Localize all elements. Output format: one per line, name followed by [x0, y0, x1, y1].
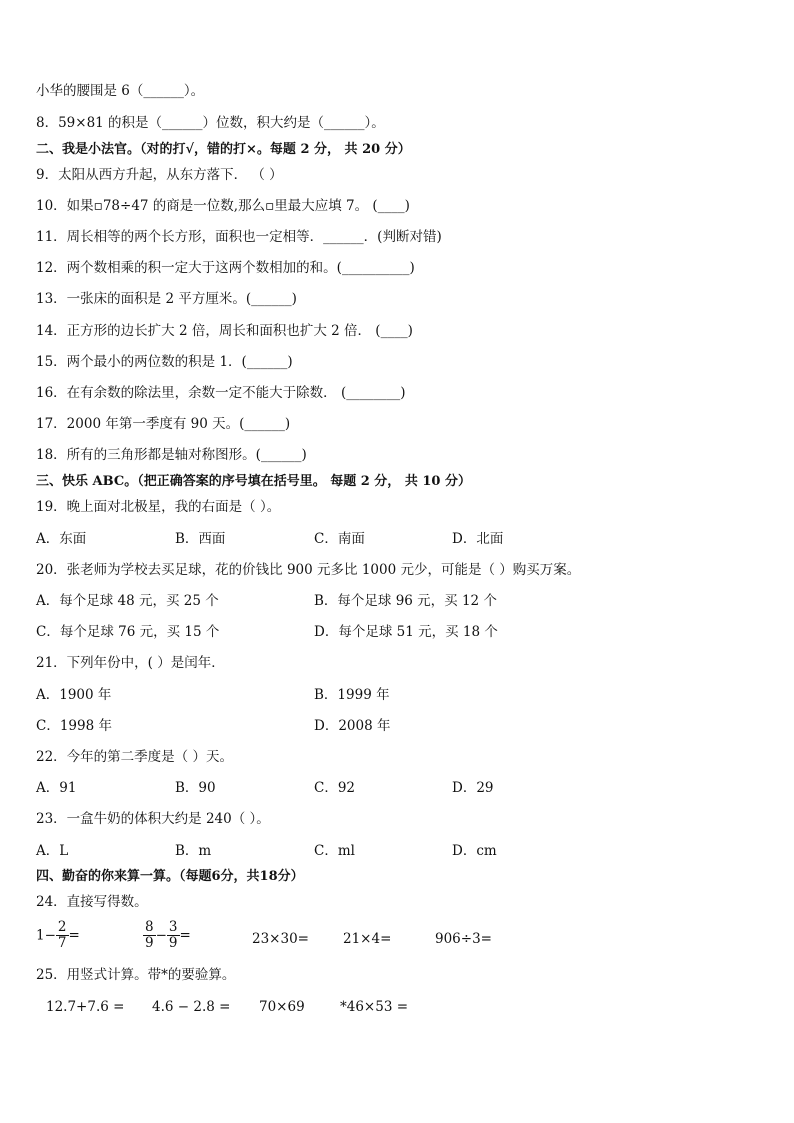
q24-calc-2-denominator-1: 9 [145, 935, 154, 951]
q20-option-d: D．每个足球 51 元，买 18 个 [314, 624, 498, 640]
question-7-tail: 小华的腰围是 6（______）。 [36, 83, 205, 99]
q24-calc-2 [143, 920, 191, 951]
q23-option-c: C．ml [314, 843, 355, 859]
q23-option-d: D．cm [452, 843, 497, 859]
question-17: 17．2000 年第一季度有 90 天。(______) [36, 416, 291, 432]
question-15: 15．两个最小的两位数的积是 1．(______) [36, 354, 293, 370]
q21-option-b: B．1999 年 [314, 687, 390, 703]
q19-option-c: C．南面 [314, 531, 365, 547]
question-25: 25．用竖式计算。带*的要验算。 [36, 967, 236, 983]
question-24: 24．直接写得数。 [36, 894, 148, 910]
question-9: 9．太阳从西方升起，从东方落下． （ ） [36, 167, 283, 183]
question-11: 11．周长相等的两个长方形，面积也一定相等．______．(判断对错) [36, 229, 442, 245]
q24-calc-1 [36, 920, 80, 951]
q25-calc-4: *46×53 = [340, 999, 409, 1015]
q21-option-c: C．1998 年 [36, 718, 112, 734]
q23-option-a: A．L [36, 843, 69, 859]
q24-calc-3: 23×30= [252, 931, 309, 947]
q22-option-a: A．91 [36, 780, 77, 796]
q24-calc-5: 906÷3= [435, 931, 492, 947]
question-19: 19．晚上面对北极星，我的右面是（ ）。 [36, 499, 281, 515]
q24-calc-2-fraction-2 [167, 920, 180, 951]
question-13: 13．一张床的面积是 2 平方厘米。(______) [36, 291, 297, 307]
question-16: 16．在有余数的除法里，余数一定不能大于除数． (________) [36, 385, 406, 401]
q19-option-a: A．东面 [36, 531, 87, 547]
question-20: 20．张老师为学校去买足球，花的价钱比 900 元多比 1000 元少，可能是（ ）购买万案。 [36, 562, 581, 578]
q21-option-a: A．1900 年 [36, 687, 112, 703]
q24-calc-1-prefix: 1− [36, 927, 56, 944]
q20-option-b: B．每个足球 96 元，买 12 个 [314, 593, 497, 609]
q20-option-a: A．每个足球 48 元，买 25 个 [36, 593, 219, 609]
section-2-heading: 二、我是小法官。（对的打√，错的打×。每题 2 分， 共 20 分） [36, 142, 411, 157]
q20-option-c: C．每个足球 76 元，买 15 个 [36, 624, 220, 640]
question-21: 21．下列年份中，( ）是闰年． [36, 655, 225, 671]
section-3-heading: 三、快乐 ABC。（把正确答案的序号填在括号里。 每题 2 分， 共 10 分） [36, 474, 471, 489]
q24-calc-2-fraction-1 [143, 920, 156, 951]
q24-calc-1-equals: = [68, 927, 80, 944]
q25-calc-2: 4.6 − 2.8 = [152, 999, 231, 1015]
question-18: 18．所有的三角形都是轴对称图形。(______) [36, 447, 307, 463]
question-22: 22．今年的第二季度是（ ）天。 [36, 749, 233, 765]
q25-calc-1: 12.7+7.6 = [46, 999, 125, 1015]
q24-calc-1-denominator: 7 [57, 935, 67, 951]
q24-calc-4: 21×4= [343, 931, 392, 947]
q24-calc-1-fraction [56, 920, 69, 951]
q24-calc-2-numerator-1: 8 [145, 919, 154, 935]
q22-option-b: B．90 [175, 780, 216, 796]
q24-calc-2-operator: − [155, 927, 167, 944]
question-8: 8．59×81 的积是（______）位数，积大约是（______）。 [36, 115, 385, 131]
question-12: 12．两个数相乘的积一定大于这两个数相加的和。(__________) [36, 260, 415, 276]
question-10: 10．如果▫78÷47 的商是一位数,那么▫里最大应填 7。 (____) [36, 198, 410, 214]
q24-calc-2-equals: = [179, 927, 191, 944]
q21-option-d: D．2008 年 [314, 718, 391, 734]
q24-calc-2-numerator-2: 3 [168, 919, 178, 935]
q23-option-b: B．m [175, 843, 212, 859]
section-4-heading: 四、勤奋的你来算一算。（每题6分，共18分） [36, 869, 304, 884]
q24-calc-2-denominator-2: 9 [168, 935, 178, 951]
q24-calc-1-numerator: 2 [57, 919, 67, 935]
q19-option-b: B．西面 [175, 531, 226, 547]
q19-option-d: D．北面 [452, 531, 504, 547]
question-14: 14．正方形的边长扩大 2 倍，周长和面积也扩大 2 倍． (____) [36, 323, 413, 339]
q22-option-c: C．92 [314, 780, 356, 796]
question-23: 23．一盒牛奶的体积大约是 240（ ）。 [36, 811, 270, 827]
q22-option-d: D．29 [452, 780, 494, 796]
q25-calc-3: 70×69 [259, 999, 305, 1015]
